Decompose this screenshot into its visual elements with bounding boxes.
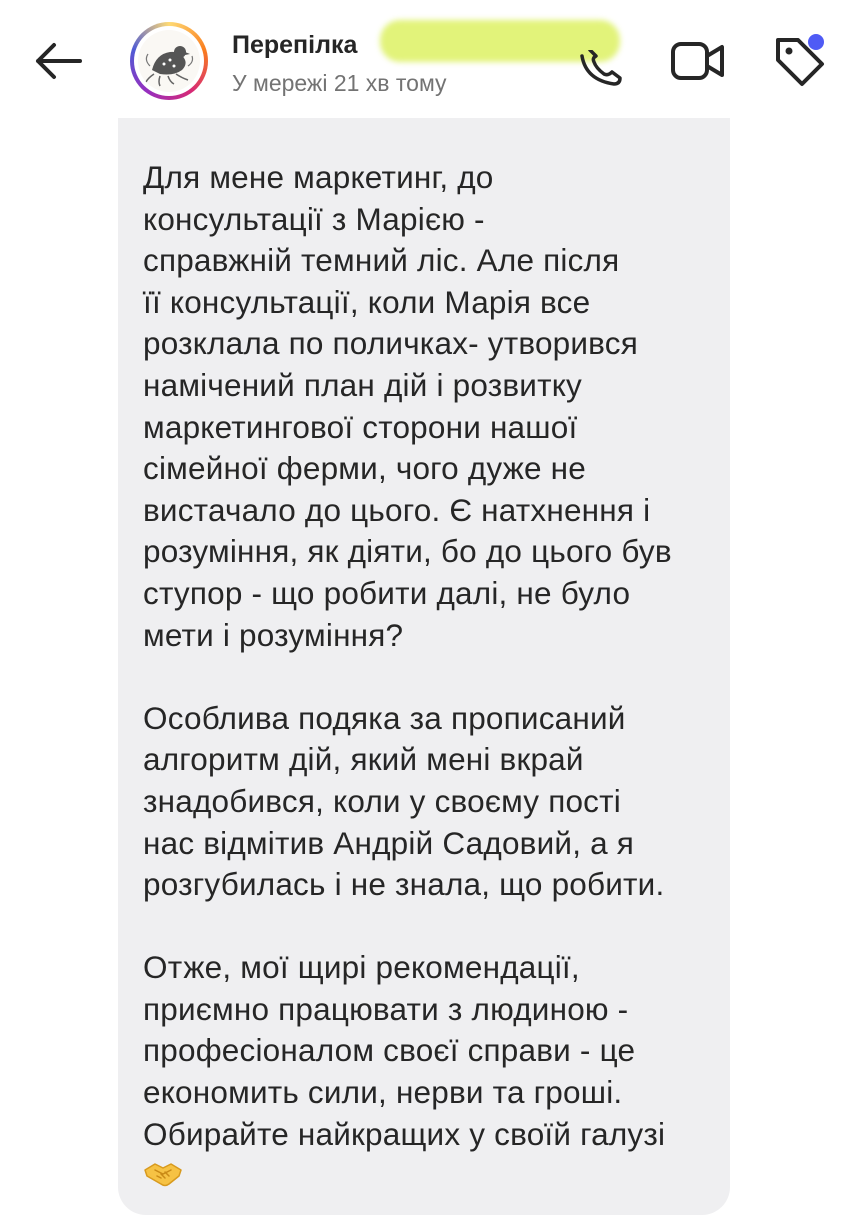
chat-header	[0, 0, 864, 115]
message-paragraph-text: Отже, мої щирі рекомендації, приємно працювати з людиною - професіоналом своєї справи - це економить сили, нерви та гроші. Обирайте найкращих у своїй галузі	[143, 949, 666, 1152]
message-paragraph	[143, 947, 723, 1197]
arrow-left-icon	[28, 36, 88, 86]
online-status: У мережі 21 хв тому	[232, 70, 447, 96]
message-paragraph: Особлива подяка за прописаний алгоритм дій, який мені вкрай знадобився, коли у своєму пості нас відмітив Андрій Садовий, а я розгубилась і не знала, що робити.	[143, 699, 665, 903]
message-text	[143, 157, 723, 1197]
back-button[interactable]	[28, 36, 88, 86]
quail-logo-icon	[138, 30, 200, 92]
video-call-button[interactable]	[668, 36, 728, 86]
video-camera-icon	[668, 36, 728, 86]
avatar-image	[138, 30, 200, 92]
phone-icon	[578, 50, 626, 90]
handshake-emoji-icon	[143, 1158, 183, 1190]
contact-name[interactable]: Перепілка	[232, 31, 358, 59]
audio-call-button[interactable]	[578, 50, 626, 90]
avatar[interactable]	[130, 22, 208, 100]
message-paragraph: Для мене маркетинг, до консультації з Марією - справжній темний ліс. Але після її консультації, коли Марія все розклала по поличках- утворився намічений план дій і розвитку маркетингової сторони нашої сімейної ферми, чого дуже не вистачало до цього. Є натхнення і розуміння, як діяти, бо до цього був ступор - що робити далі, не було мети і розуміння?	[143, 159, 672, 653]
notification-dot	[808, 34, 824, 50]
